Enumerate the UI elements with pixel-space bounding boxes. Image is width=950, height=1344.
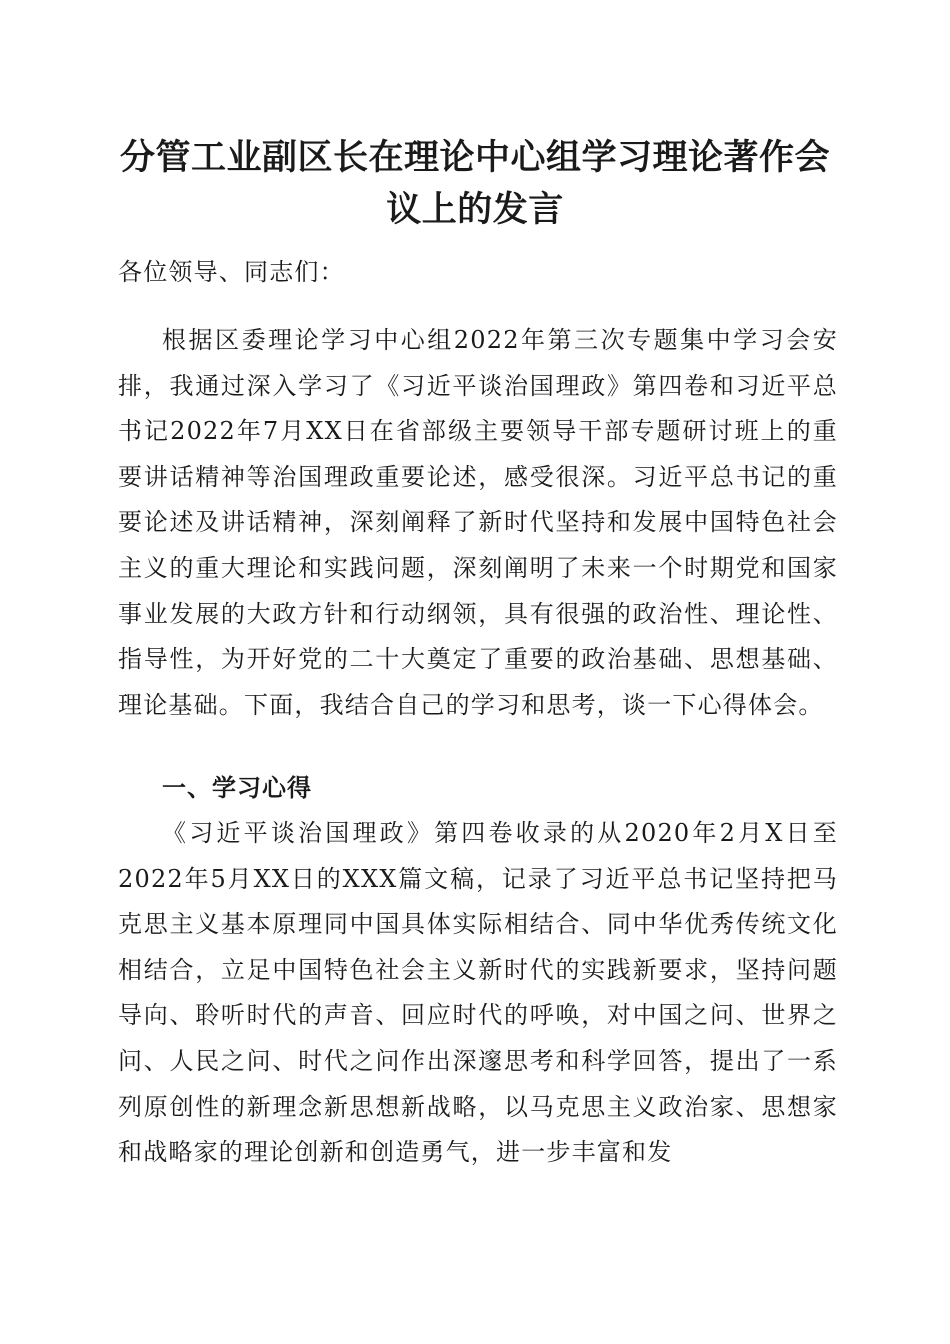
salutation: 各位领导、同志们： xyxy=(118,258,345,286)
document-title-line-2: 议上的发言 xyxy=(386,190,564,230)
document-title-line-1: 分管工业副区长在理论中心组学习理论著作会 xyxy=(119,138,830,178)
section-heading: 一、学习心得 xyxy=(162,774,312,802)
body-paragraph-2: 《习近平谈治国理政》第四卷收录的从2020年2月X日至2022年5月XX日的XXX篇文稿，记录了习近平总书记坚持把马克思主义基本原理同中国具体实际相结合、同中华优秀传统文化相结合，立足中国特色社会主义新时代的实践新要求，坚持问题导向、聆听时代的声音、回应时代的呼唤，对中国之问、世界之问、人民之问、时代之问作出深邃思考和科学回答，提出了一系列原创性的新理念新思想新战略，以马克思主义政治家、思想家和战略家的理论创新和创造勇气，进一步丰富和发 xyxy=(118,819,838,1167)
body-paragraph-1: 根据区委理论学习中心组2022年第三次专题集中学习会安排，我通过深入学习了《习近平谈治国理政》第四卷和习近平总书记2022年7月XX日在省部级主要领导干部专题研讨班上的重要讲话精神等治国理政重要论述，感受很深。习近平总书记的重要论述及讲话精神，深刻阐释了新时代坚持和发展中国特色社会主义的重大理论和实践问题，深刻阐明了未来一个时期党和国家事业发展的大政方针和行动纲领，具有很强的政治性、理论性、指导性，为开好党的二十大奠定了重要的政治基础、思想基础、理论基础。下面，我结合自己的学习和思考，谈一下心得体会。 xyxy=(118,326,838,719)
